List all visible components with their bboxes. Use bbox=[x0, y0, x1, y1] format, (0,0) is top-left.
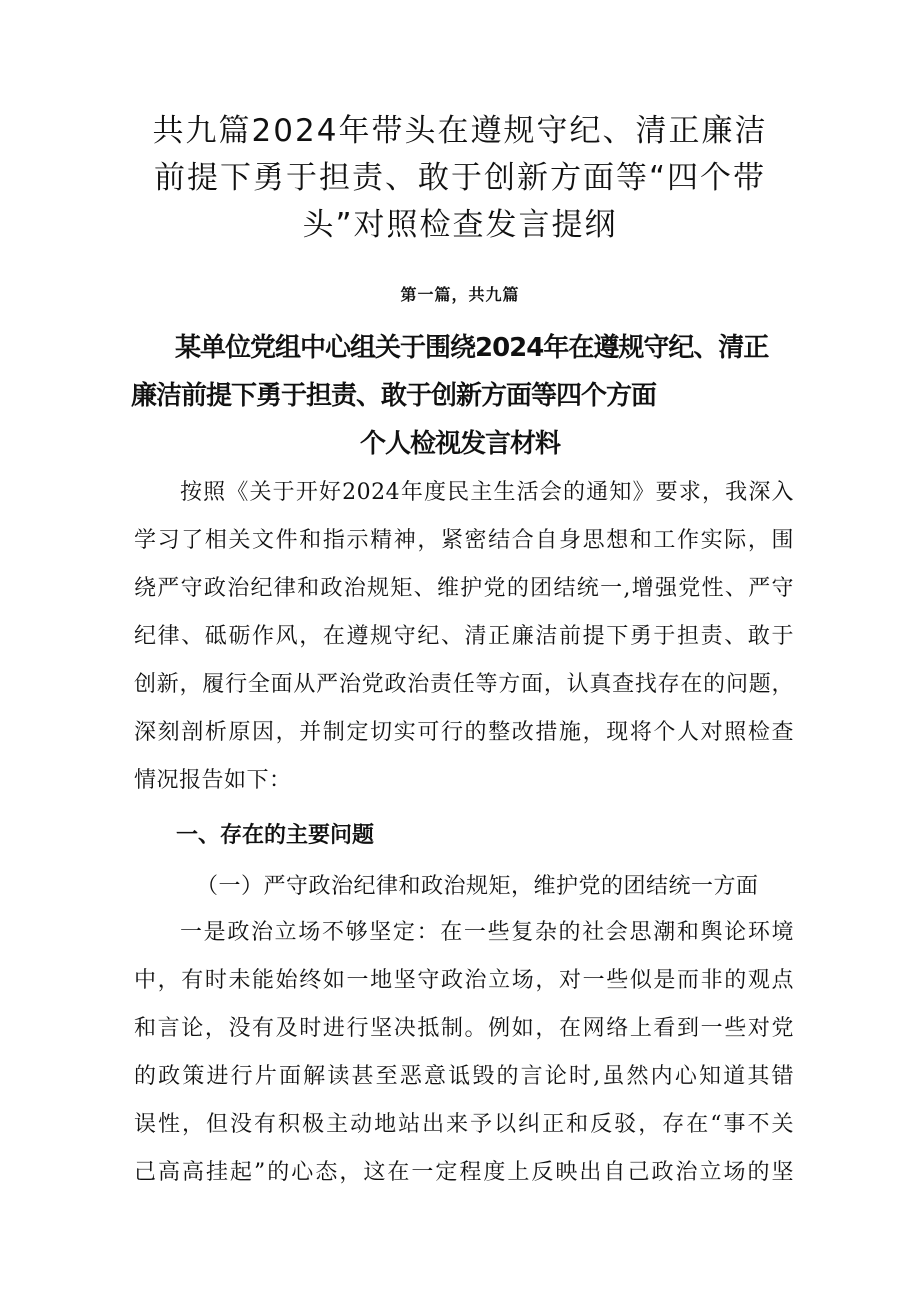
document-title-line-1: 共九篇2024年带头在遵规守纪、清正廉洁 bbox=[152, 113, 768, 149]
intro-line-4: 纪律、砥砺作风，在遵规守纪、清正廉洁前提下勇于担责、敢于 bbox=[134, 624, 794, 649]
article-title-line-2: 廉洁前提下勇于担责、敢于创新方面等四个方面 bbox=[131, 381, 657, 411]
intro-line-7: 情况报告如下： bbox=[134, 768, 292, 793]
intro-line-6: 深刻剖析原因，并制定切实可行的整改措施，现将个人对照检查 bbox=[134, 720, 794, 745]
article-title-line-3: 个人检视发言材料 bbox=[359, 429, 560, 459]
point-line-2: 中，有时未能始终如一地坚守政治立场，对一些似是而非的观点 bbox=[134, 968, 794, 993]
intro-line-5: 创新，履行全面从严治党政治责任等方面，认真查找存在的问题， bbox=[134, 672, 794, 697]
sub-section-heading: （一）严守政治纪律和政治规矩，维护党的团结统一方面 bbox=[196, 874, 759, 899]
point-line-6: 己高高挂起”的心态，这在一定程度上反映出自己政治立场的坚 bbox=[134, 1160, 794, 1185]
part-subheading: 第一篇，共九篇 bbox=[400, 285, 520, 304]
point-line-4: 的政策进行片面解读甚至恶意诋毁的言论时,虽然内心知道其错 bbox=[134, 1064, 794, 1089]
document-title-line-2: 前提下勇于担责、敢于创新方面等“四个带 bbox=[153, 160, 767, 196]
document-title-line-3: 头”对照检查发言提纲 bbox=[302, 207, 618, 243]
point-line-1: 一是政治立场不够坚定：在一些复杂的社会思潮和舆论环境 bbox=[180, 920, 794, 945]
article-title-line-1: 某单位党组中心组关于围绕2024年在遵规守纪、清正 bbox=[175, 333, 769, 363]
intro-line-3: 绕严守政治纪律和政治规矩、维护党的团结统一,增强党性、严守 bbox=[134, 576, 794, 601]
section-heading: 一、存在的主要问题 bbox=[176, 823, 375, 848]
point-line-3: 和言论，没有及时进行坚决抵制。例如，在网络上看到一些对党 bbox=[134, 1016, 794, 1041]
intro-line-2: 学习了相关文件和指示精神，紧密结合自身思想和工作实际，围 bbox=[134, 528, 794, 553]
point-line-5: 误性，但没有积极主动地站出来予以纠正和反驳，存在“事不关 bbox=[134, 1112, 794, 1137]
intro-line-1: 按照《关于开好2024年度民主生活会的通知》要求，我深入 bbox=[180, 480, 794, 505]
